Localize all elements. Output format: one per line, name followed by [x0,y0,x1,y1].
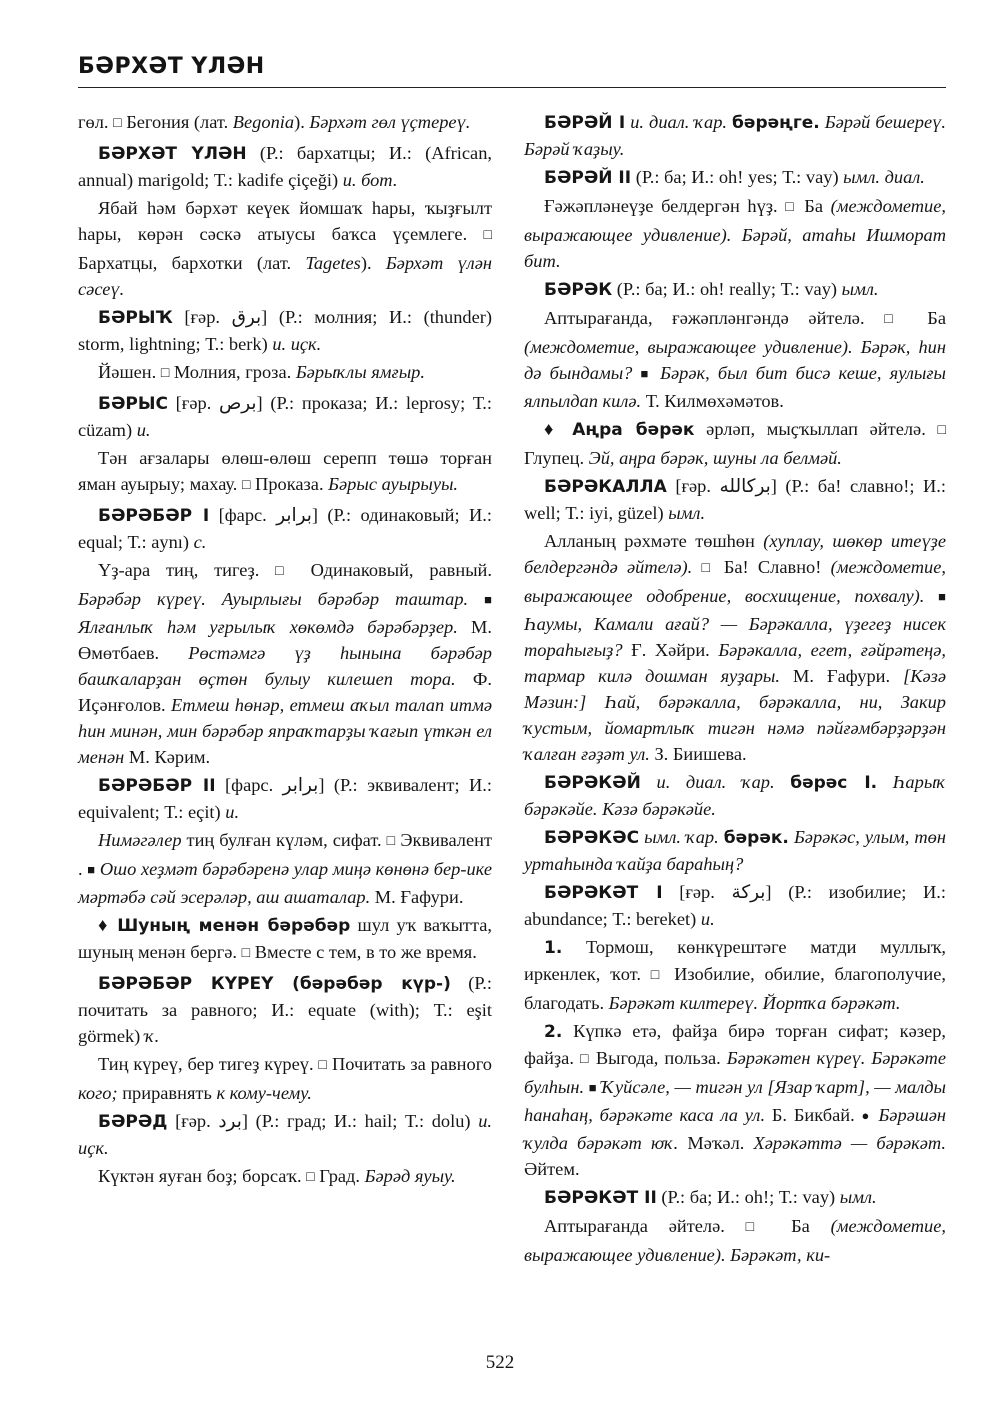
entry-definition [524,305,946,414]
translation-square-icon: □ [701,561,715,576]
headword: БӘРЫҠ [98,308,173,328]
italic-text: [Кәзә Мәзин:] Һай, бәрәкалла, бәрәкалла, ни, Закир ҡустым, йомартлыҡ тигән нәмә пәйғәмбәрҙәрҙән ҡалған ғәҙәт ул. [524,666,946,764]
entry-text: Т. Килмөхәмәтов. [641,391,784,411]
translation-square-icon: □ [745,1220,771,1235]
entry-text: М. Ғафури. [779,666,904,686]
entry-text: приравнять [117,1083,217,1103]
headword: БӘРХӘТ ҮЛӘН [98,144,247,164]
entry-text [692,557,701,577]
entry-text: Ба [770,1216,831,1236]
headword: БӘРӘБӘР II [98,776,216,796]
entry-definition [78,827,492,910]
italic-text: Рөстәмгә үҙ һынына бәрәбәр башҡаларҙан өҫтөн булыу килешеп тора. [78,643,492,689]
entry-text: Үҙ-ара тиң, тигеҙ. [98,560,276,580]
entry-text: Глупец. [524,448,589,468]
example-marker-icon: ■ [640,366,652,381]
entry-text: М. Ғафури. [370,887,464,907]
italic-text: (хуплау, шөкөр итеүҙе белдергәндә әйтелә). [524,531,946,577]
bold-term: бәрәңге. [732,113,820,133]
italic-text: ымл. ҡар. [644,827,719,847]
entry-text: З. Биишева. [649,744,747,764]
entry-text: Мәҡәл. [678,1133,754,1153]
headword: БӘРӘКАЛЛА [544,477,667,497]
dictionary-entry [524,769,946,822]
entry-text: Ба [796,196,831,216]
italic-text: (междометие, выражающее удивление). Бәрәкәт, ки- [524,1216,947,1265]
italic-text: Бәрыс ауырыуы. [328,474,459,494]
entry-text: Бархатцы, бархотки (лат. [78,253,306,273]
headword: БӘРӘД [98,1112,168,1132]
bold-term: бәрәс I. [790,773,878,793]
entry-text: Бегония (лат. [121,112,233,132]
entry-text: [фарс. برابر] (Р.: эквивалент; И.: equivalent; Т.: eçit) [78,775,492,822]
entry-text: ♦ [544,419,573,439]
entry-definition [524,934,946,1016]
entry-text [924,586,938,606]
italic-text: Begonia [232,112,295,132]
italic-text: Бәрхәт үлән сәсеү. [78,253,492,299]
entry-text: Ф. Иҫәнғолов. [78,669,492,715]
italic-text: (междометие, выражающее удивление). Бәрәй, атаһы Ишморат бит. [524,196,946,271]
italic-text: Бәрәкәтен күреү. Бәрәкәте булһын. [524,1048,946,1097]
entry-text: тиң булған күләм, сифат. [181,830,387,850]
entry-continuation [78,109,492,138]
entry-definition [524,416,946,471]
italic-text: и. иҫк. [78,1111,492,1158]
italic-text: (междометие, выражающее удивление). Бәрәк, һин дә бындамы? [524,337,946,383]
headword: БӘРӘБӘР КҮРЕҮ (бәрәбәр күр-) [98,974,451,994]
example-marker-icon: ● [861,1108,872,1123]
italic-text: ҡ. [144,1026,160,1046]
italic-text: Бәрхәт гөл үҫтереү. [309,112,471,132]
entry-text: ♦ [98,915,118,935]
entry-text: Б. Бикбай. [765,1105,862,1125]
translation-square-icon: □ [785,200,797,215]
entry-text: ). [294,112,310,132]
translation-square-icon: □ [318,1058,328,1073]
entry-text: Күпкә етә, файҙа бирә торған сифат; кәзер, файҙа. [524,1021,946,1068]
entry-text: М. Кәрим. [124,747,211,767]
entry-text: Эквивалент . [78,830,492,879]
italic-text: Нимәгәлер [98,830,182,850]
dictionary-entry [78,502,492,555]
italic-text: Бәрәшән ҡулда бәрәкәт юҡ. [524,1105,946,1153]
entry-text: әрләп, мыҫҡыллап әйтелә. [694,419,938,439]
entry-text [652,363,660,383]
translation-square-icon: □ [306,1170,315,1185]
italic-text: Бәрәкәт килтереү. Йортҡа бәрәкәт. [608,993,901,1013]
translation-square-icon: □ [241,478,251,493]
entry-text: Ғ. Хәйри. [622,640,719,660]
entry-text: Алланың рәхмәте төшһөн [544,531,764,551]
entry-text: Одинаковый, равный. [294,560,492,580]
italic-text: и. [700,909,715,929]
running-head: БӘРХӘТ ҮЛӘН [78,54,265,79]
italic-text: Етмеш һөнәр, етмеш аҡыл талап итмә һин минән, мин бәрәбәр япраҡтарҙы ҡағып үткән ел менән [78,695,492,767]
entry-text [584,1077,589,1097]
dictionary-entry [524,276,946,303]
italic-text: ымл. [841,279,879,299]
entry-text: (Р.: почитать за равного; И.: equate (with); Т.: eşit görmek) [78,973,492,1046]
entry-text: Йәшен. [98,362,161,382]
dictionary-entry [78,304,492,357]
italic-text: кого; [78,1083,118,1103]
headword: БӘРӘКӘТ I [544,883,663,903]
dictionary-entry [524,164,946,191]
italic-text: и. иҫк. [272,334,322,354]
headword: БӘРӘКӘС [544,828,640,848]
translation-square-icon: □ [937,423,946,438]
left-column [78,109,492,1194]
dictionary-entry [78,970,492,1049]
entry-definition [524,1018,946,1182]
example-marker-icon: ■ [87,862,96,877]
italic-text: Бәрыҡлы ямғыр. [295,362,425,382]
italic-text: Ошо хеҙмәт бәрәбәренә улар миңә көнөнә бер-ике мәртәбә сәй эсерәләр, аш ашаталар. [78,859,492,907]
translation-square-icon: □ [483,228,492,243]
italic-text: и. [225,802,240,822]
translation-square-icon: □ [386,834,396,849]
italic-text: Хәрәкәттә — бәрәкәт. [753,1133,946,1153]
italic-text: Эй, аңра бәрәк, шуны ла белмәй. [588,448,842,468]
italic-text: и. диал. ҡар. [630,112,728,132]
entry-text: Күктән яуған боҙ; борсаҡ. [98,1166,307,1186]
entry-text: Тиң күреү, бер тигеҙ күреү. [98,1054,319,1074]
entry-text [775,772,791,792]
example-marker-icon: ■ [588,1080,597,1095]
entry-definition [78,445,492,500]
bold-term: Аңра бәрәк [572,420,695,440]
entry-text: Ба [907,308,946,328]
page-number: 522 [485,1352,515,1373]
entry-text: (Р.: ба; И.: oh!; Т.: vay) [656,1187,840,1207]
bold-term: 2. [544,1022,563,1042]
entry-text: Ябай һәм бәрхәт кеүек йомшаҡ һары, ҡыҙғылт һары, көрән сәскә атыусы баҡса үҫемлеге. [78,198,492,244]
headword: БӘРӘЙ I [544,113,626,133]
headword: БӘРЫС [98,394,168,414]
italic-text: Tagetes [305,253,361,273]
translation-square-icon: □ [113,116,122,131]
bold-term: бәрәк. [723,828,789,848]
entry-definition [524,528,946,767]
dictionary-entry [78,140,492,193]
translation-square-icon: □ [579,1052,590,1067]
entry-text: [ғәр. بركة] (Р.: изобилие; И.: abundance; Т.: bereket) [524,882,946,929]
entry-text: Изобилие, обилие, благополучие, благодать. [524,964,946,1013]
translation-square-icon: □ [241,946,251,961]
italic-text: Һаумы, Камали ағай? — Бәрәкалла, үҙегеҙ нисек тораһығыҙ? [524,614,946,660]
entry-text: Ба! Славно! [714,557,831,577]
italic-text: Бәрәд яуыу. [364,1166,456,1186]
italic-text: Бәрәбәр күреү. Ауырлығы бәрәбәр таштар. [78,589,469,609]
bold-term: 1. [544,938,563,958]
italic-text: к кому-чему. [216,1083,312,1103]
entry-text: [ғәр. برد] (Р.: град; И.: hail; Т.: dolu) [167,1111,479,1131]
entry-definition [78,557,492,770]
italic-text: Ҡуйсәле, — тигән ул [Язар ҡарт], — малды һанаһаң, бәрәкәте каса ла ул. [524,1077,946,1125]
entry-text: Вместе с тем, в то же время. [250,942,477,962]
entry-text: Тормош, көнкүрештәге матди муллыҡ, иркенлек, ҡот. [524,937,946,984]
entry-text: гөл. [78,112,114,132]
headword: БӘРӘКӘТ II [544,1188,657,1208]
entry-text: ). [360,253,386,273]
italic-text: Бәрәкалла, егет, ғәйрәтеңә, тармар килә дошман яуҙары. [524,640,946,686]
entry-text [468,589,484,609]
entry-text: Әйтем. [524,1159,580,1179]
entry-text: Аптырағанда, ғәжәпләнгәндә әйтелә. [544,308,885,328]
dictionary-entry [78,772,492,825]
entry-definition [78,195,492,302]
entry-text: (Р.: бархатцы; И.: (African, annual) marigold; Т.: kadife çiçeği) [78,143,492,190]
bold-term: Шуның менән бәрәбәр [117,916,351,936]
entry-text: (Р.: ба; И.: oh! yes; Т.: vay) [631,167,844,187]
entry-text: [ғәр. برق] (Р.: молния; И.: (thunder) storm, lightning; Т.: berk) [78,307,492,354]
translation-square-icon: □ [884,312,908,327]
dictionary-entry [524,1184,946,1211]
italic-text: Ялғанлыҡ һәм уғрылыҡ хөкөмдә бәрәбәрҙер. [78,617,458,637]
example-marker-icon: ■ [484,592,492,607]
entry-text: шул уҡ ваҡытта, шуның менән бергә. [78,915,492,962]
italic-text: с. [193,532,207,552]
italic-text: Бәрәк, был бит бисә кеше, яулығы ялпылдап килә. [524,363,946,411]
header-rule [78,87,946,88]
right-column [524,109,946,1270]
entry-text: Град. [314,1166,365,1186]
entry-definition [524,1213,946,1268]
dictionary-entry [524,109,946,162]
dictionary-entry [524,473,946,526]
italic-text: и. диал. ҡар. [656,772,775,792]
entry-definition [78,359,492,388]
entry-text: М. Өмөтбаев. [78,617,492,663]
entry-text: Почитать за равного [327,1054,492,1074]
entry-definition [524,193,946,274]
dictionary-entry [524,879,946,932]
example-marker-icon: ■ [938,589,946,604]
entry-text [877,772,893,792]
translation-square-icon: □ [650,968,665,983]
dictionary-entry [524,824,946,877]
italic-text: Бәрәй бешереү. Бәрәй ҡаҙыу. [524,112,946,159]
entry-text: [фарс. برابر] (Р.: одинаковый; И.: equal; Т.: aynı) [78,505,492,552]
entry-definition [78,1163,492,1192]
italic-text: ымл. [839,1187,877,1207]
italic-text: ымл. диал. [843,167,925,187]
entry-definition [78,1051,492,1106]
headword: БӘРӘЙ II [544,168,632,188]
italic-text: Һарыҡ бәрәкәйе. Кәзә бәрәкәйе. [524,772,946,819]
entry-text: Ғәжәпләнеүҙе белдергән һүҙ. [544,196,786,216]
translation-square-icon: □ [275,564,295,579]
dictionary-entry [78,390,492,443]
entry-definition [78,912,492,968]
italic-text: и. бот. [342,170,398,190]
dictionary-entry [78,1108,492,1161]
entry-text: Тән ағзалары өлөш-өлөш серепп төшә торған яман ауырыу; махау. [78,448,492,494]
headword: БӘРӘКӘЙ [544,773,641,793]
entry-text: Проказа. [250,474,329,494]
entry-text: Молния, гроза. [169,362,296,382]
italic-text: (междометие, выражающее одобрение, восхищение, похвалу). [524,557,946,606]
translation-square-icon: □ [160,366,170,381]
entry-text [641,772,657,792]
entry-text [632,363,640,383]
italic-text: Бәрәкәс, улым, төн уртаһында ҡайҙа бараһың? [524,827,947,874]
entry-text: Аптырағанда әйтелә. [544,1216,746,1236]
entry-text: Выгода, польза. [589,1048,727,1068]
italic-text: и. [136,420,151,440]
italic-text: ымл. [668,503,706,523]
entry-text: [ғәр. بركالله] (Р.: ба! славно!; И.: well; Т.: iyi, güzel) [524,476,946,523]
headword: БӘРӘК [544,280,613,300]
entry-text: [ғәр. برص] (Р.: проказа; И.: leprosy; Т.: cüzam) [78,393,493,440]
entry-text: (Р.: ба; И.: oh! really; Т.: vay) [612,279,842,299]
headword: БӘРӘБӘР I [98,506,210,526]
